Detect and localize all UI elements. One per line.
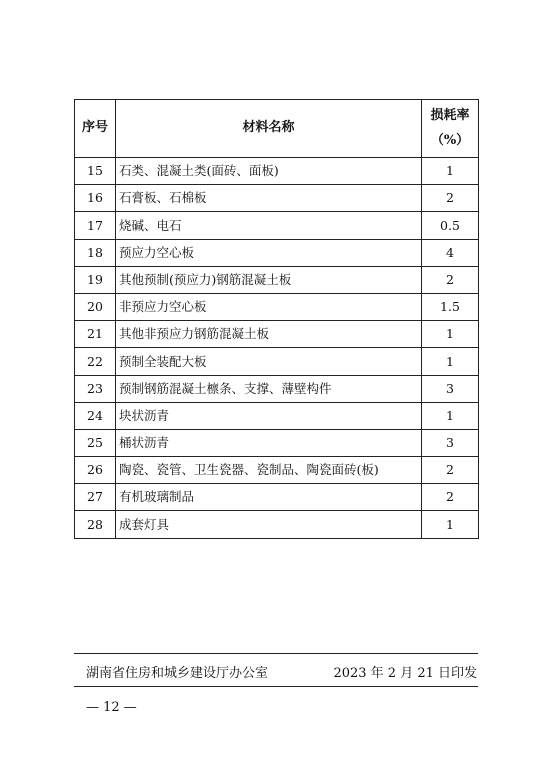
cell-loss-rate: 1 bbox=[422, 402, 479, 429]
cell-loss-rate: 4 bbox=[422, 239, 479, 266]
page-number: — 12 — bbox=[86, 700, 137, 715]
cell-material-name: 烧碱、电石 bbox=[116, 212, 422, 239]
cell-serial-number: 27 bbox=[75, 484, 116, 511]
footer-issue-date: 2023 年 2 月 21 日印发 bbox=[333, 666, 477, 681]
cell-serial-number: 20 bbox=[75, 293, 116, 320]
header-loss-rate bbox=[422, 100, 479, 158]
footer-bottom-rule bbox=[74, 686, 478, 687]
cell-serial-number: 28 bbox=[75, 511, 116, 538]
table-row bbox=[75, 185, 479, 212]
cell-material-name: 预应力空心板 bbox=[116, 239, 422, 266]
cell-material-name: 其他预制(预应力)钢筋混凝土板 bbox=[116, 266, 422, 293]
table-row bbox=[75, 266, 479, 293]
cell-material-name: 块状沥青 bbox=[116, 402, 422, 429]
table-row bbox=[75, 457, 479, 484]
table-row bbox=[75, 293, 479, 320]
cell-serial-number: 19 bbox=[75, 266, 116, 293]
cell-loss-rate: 1 bbox=[422, 511, 479, 538]
cell-serial-number: 26 bbox=[75, 457, 116, 484]
cell-serial-number: 17 bbox=[75, 212, 116, 239]
table-row bbox=[75, 348, 479, 375]
cell-material-name: 桶状沥青 bbox=[116, 429, 422, 456]
footer-top-rule bbox=[74, 653, 478, 654]
cell-serial-number: 23 bbox=[75, 375, 116, 402]
cell-material-name: 石类、混凝土类(面砖、面板) bbox=[116, 158, 422, 185]
cell-material-name: 石膏板、石棉板 bbox=[116, 185, 422, 212]
cell-serial-number: 24 bbox=[75, 402, 116, 429]
table-row bbox=[75, 402, 479, 429]
table-row bbox=[75, 484, 479, 511]
cell-loss-rate: 2 bbox=[422, 457, 479, 484]
footer-issuer: 湖南省住房和城乡建设厅办公室 bbox=[86, 666, 269, 681]
cell-material-name: 非预应力空心板 bbox=[116, 293, 422, 320]
cell-serial-number: 21 bbox=[75, 321, 116, 348]
table-row bbox=[75, 511, 479, 538]
table-header-row bbox=[75, 100, 479, 158]
cell-loss-rate: 0.5 bbox=[422, 212, 479, 239]
cell-loss-rate: 1 bbox=[422, 321, 479, 348]
cell-loss-rate: 1.5 bbox=[422, 293, 479, 320]
table-row bbox=[75, 321, 479, 348]
header-loss-rate-unit: （%） bbox=[430, 132, 470, 148]
cell-serial-number: 15 bbox=[75, 158, 116, 185]
header-serial-number: 序号 bbox=[75, 100, 116, 158]
cell-material-name: 预制全装配大板 bbox=[116, 348, 422, 375]
cell-serial-number: 25 bbox=[75, 429, 116, 456]
table-row bbox=[75, 429, 479, 456]
header-material-name: 材料名称 bbox=[116, 100, 422, 158]
cell-serial-number: 16 bbox=[75, 185, 116, 212]
cell-loss-rate: 2 bbox=[422, 185, 479, 212]
cell-loss-rate: 2 bbox=[422, 266, 479, 293]
table-row bbox=[75, 239, 479, 266]
cell-material-name: 成套灯具 bbox=[116, 511, 422, 538]
cell-loss-rate: 1 bbox=[422, 348, 479, 375]
cell-serial-number: 22 bbox=[75, 348, 116, 375]
table-row bbox=[75, 375, 479, 402]
cell-loss-rate: 3 bbox=[422, 429, 479, 456]
header-loss-rate-label: 损耗率 bbox=[430, 108, 470, 124]
material-loss-rate-table bbox=[74, 99, 479, 539]
table-row bbox=[75, 158, 479, 185]
cell-serial-number: 18 bbox=[75, 239, 116, 266]
cell-material-name: 陶瓷、瓷管、卫生瓷器、瓷制品、陶瓷面砖(板) bbox=[116, 457, 422, 484]
cell-material-name: 有机玻璃制品 bbox=[116, 484, 422, 511]
cell-loss-rate: 1 bbox=[422, 158, 479, 185]
table-row bbox=[75, 212, 479, 239]
cell-material-name: 预制钢筋混凝土檩条、支撑、薄壁构件 bbox=[116, 375, 422, 402]
cell-loss-rate: 3 bbox=[422, 375, 479, 402]
cell-material-name: 其他非预应力钢筋混凝土板 bbox=[116, 321, 422, 348]
cell-loss-rate: 2 bbox=[422, 484, 479, 511]
